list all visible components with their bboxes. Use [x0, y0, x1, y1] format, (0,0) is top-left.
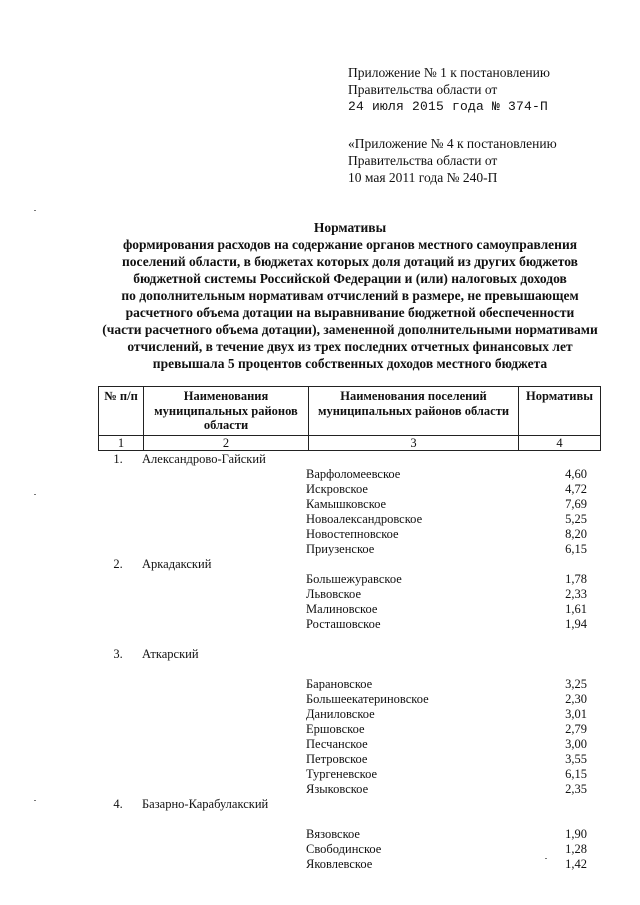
settlement-name: Варфоломеевское [306, 467, 401, 481]
title-line: формирования расходов на содержание органов местного самоуправления [122, 237, 578, 252]
annex-4-line-2: Правительства области от [348, 153, 498, 168]
settlement-row [98, 737, 601, 752]
norms-table-header [98, 386, 601, 451]
settlement-name: Искровское [306, 482, 368, 496]
settlement-row [98, 692, 601, 707]
annex-4-date-number: 10 мая 2011 года № 240-П [348, 170, 498, 185]
settlement-name: Большеекатериновское [306, 692, 429, 706]
norm-value: 2,30 [565, 692, 587, 706]
settlement-name: Приузенское [306, 542, 375, 556]
settlement-name: Росташовское [306, 617, 381, 631]
norm-value: 8,20 [565, 527, 587, 541]
header-norm: Нормативы [519, 387, 601, 436]
district-name: Александрово-Гайский [142, 452, 266, 466]
settlement-row [98, 527, 601, 542]
norm-value: 2,33 [565, 587, 587, 601]
district-number: 2. [113, 557, 123, 571]
header-number: № п/п [99, 387, 144, 436]
district-number: 1. [113, 452, 123, 466]
district-row [98, 557, 601, 572]
column-index-1: 1 [99, 436, 144, 451]
district-row [98, 452, 601, 467]
settlement-row [98, 722, 601, 737]
row-spacer [98, 812, 601, 827]
norm-value: 2,35 [565, 782, 587, 796]
settlement-row [98, 602, 601, 617]
norm-value: 3,00 [565, 737, 587, 751]
settlement-row [98, 857, 601, 872]
norm-value: 5,25 [565, 512, 587, 526]
title-line: (части расчетного объема дотации), замененной дополнительными нормативами [102, 322, 598, 337]
settlement-row [98, 767, 601, 782]
settlement-row [98, 617, 601, 632]
scan-speck [34, 210, 36, 211]
settlement-row [98, 482, 601, 497]
row-spacer [98, 662, 601, 677]
column-index-3: 3 [309, 436, 519, 451]
settlement-row [98, 827, 601, 842]
district-name: Аркадакский [142, 557, 212, 571]
annex-1-reference [348, 64, 550, 115]
settlement-name: Языковское [306, 782, 369, 796]
settlement-row [98, 572, 601, 587]
settlement-row [98, 467, 601, 482]
norm-value: 2,79 [565, 722, 587, 736]
title-line: расчетного объема дотации на выравнивание бюджетной обеспеченности [125, 305, 575, 320]
district-row [98, 647, 601, 662]
settlement-name: Свободинское [306, 842, 382, 856]
norm-value: 1,94 [565, 617, 587, 631]
settlement-name: Вязовское [306, 827, 360, 841]
settlement-row [98, 752, 601, 767]
settlement-row [98, 707, 601, 722]
title-line: отчислений, в течение двух из трех последних отчетных финансовых лет [127, 339, 573, 354]
settlement-name: Камышковское [306, 497, 387, 511]
annex-4-line-1: «Приложение № 4 к постановлению [348, 136, 557, 151]
settlement-row [98, 842, 601, 857]
settlement-name: Петровское [306, 752, 368, 766]
scan-speck [34, 800, 36, 801]
settlement-row [98, 677, 601, 692]
title-line: превышала 5 процентов собственных доходов местного бюджета [152, 356, 548, 371]
settlement-name: Львовское [306, 587, 362, 601]
settlement-name: Песчанское [306, 737, 368, 751]
settlement-name: Ершовское [306, 722, 365, 736]
district-row [98, 797, 601, 812]
norm-value: 6,15 [565, 542, 587, 556]
settlement-row [98, 782, 601, 797]
settlement-name: Яковлевское [306, 857, 373, 871]
settlement-row [98, 587, 601, 602]
settlement-name: Тургеневское [306, 767, 378, 781]
annex-1-line-1: Приложение № 1 к постановлению [348, 65, 550, 80]
annex-1-date-number: 24 июля 2015 года № 374-П [348, 99, 549, 114]
norm-value: 1,42 [565, 857, 587, 871]
settlement-row [98, 512, 601, 527]
settlement-name: Новостепновское [306, 527, 399, 541]
scan-speck [34, 494, 36, 495]
annex-4-reference [348, 135, 557, 186]
district-name: Базарно-Карабулакский [142, 797, 269, 811]
norm-value: 1,28 [565, 842, 587, 856]
norm-value: 3,55 [565, 752, 587, 766]
row-spacer [98, 632, 601, 647]
district-number: 3. [113, 647, 123, 661]
norm-value: 7,69 [565, 497, 587, 511]
settlement-name: Даниловское [306, 707, 375, 721]
header-settlement: Наименования поселений муниципальных районов области [309, 387, 519, 436]
settlement-name: Большежуравское [306, 572, 402, 586]
settlement-name: Барановское [306, 677, 373, 691]
scan-speck [545, 858, 547, 859]
column-index-4: 4 [519, 436, 601, 451]
norm-value: 4,72 [565, 482, 587, 496]
settlement-row [98, 542, 601, 557]
norm-value: 6,15 [565, 767, 587, 781]
norm-value: 1,78 [565, 572, 587, 586]
norms-table-body [98, 452, 601, 872]
annex-1-line-2: Правительства области от [348, 82, 498, 97]
district-number: 4. [113, 797, 123, 811]
title-line: бюджетной системы Российской Федерации и (или) налоговых доходов [133, 271, 567, 286]
district-name: Аткарский [142, 647, 199, 661]
header-district: Наименования муниципальных районов области [144, 387, 309, 436]
title-heading: Нормативы [313, 220, 387, 235]
norm-value: 4,60 [565, 467, 587, 481]
settlement-name: Малиновское [306, 602, 378, 616]
title-line: поселений области, в бюджетах которых доля дотаций из других бюджетов [122, 254, 578, 269]
column-index-2: 2 [144, 436, 309, 451]
settlement-row [98, 497, 601, 512]
norm-value: 3,25 [565, 677, 587, 691]
document-title [80, 219, 620, 372]
norm-value: 1,61 [565, 602, 587, 616]
norm-value: 3,01 [565, 707, 587, 721]
norm-value: 1,90 [565, 827, 587, 841]
title-line: по дополнительным нормативам отчислений в размере, не превышающем [121, 288, 579, 303]
settlement-name: Новоалександровское [306, 512, 423, 526]
